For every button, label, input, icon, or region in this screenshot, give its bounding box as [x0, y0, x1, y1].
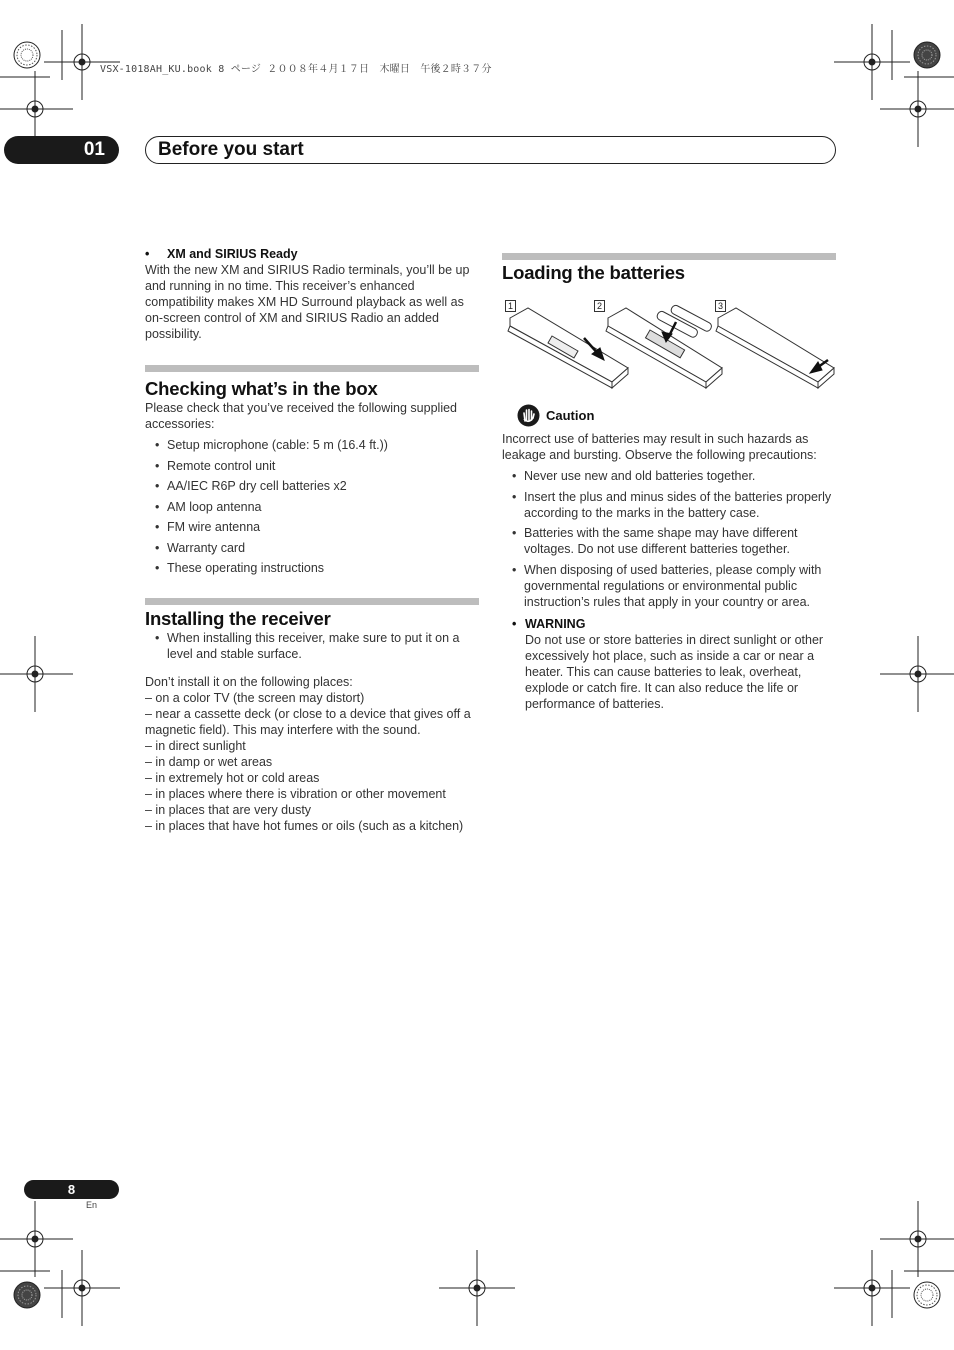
- list-item: • Remote control unit: [145, 458, 479, 474]
- crosshair-mark: [834, 24, 910, 100]
- xm-heading-text: XM and SIRIUS Ready: [167, 247, 298, 261]
- warning-label: WARNING: [525, 616, 586, 631]
- right-column: [502, 431, 840, 712]
- list-item: • AM loop antenna: [145, 499, 479, 515]
- print-header: VSX-1018AH_KU.book 8 ページ ２００８年４月１７日 木曜日 午後２時３７分: [100, 64, 492, 75]
- crosshair-mark: [880, 636, 954, 712]
- caution-intro: Incorrect use of batteries may result in such hazards as leakage and bursting. Observe the following precautions:: [502, 432, 817, 462]
- accessory-list: [145, 437, 479, 576]
- place-item: – in places where there is vibration or other movement: [145, 787, 446, 801]
- chapter-title-text: Before you start: [158, 139, 304, 160]
- crosshair-mark: [834, 1250, 910, 1326]
- warning-text: Do not use or store batteries in direct sunlight or other excessively hot place, such as inside a car or near a heater. This can cause batteries to leak, overheat, explode or catch fire. It can also reduce the life or performance of batteries.: [525, 632, 824, 711]
- place-item: – in extremely hot or cold areas: [145, 771, 320, 785]
- list-item: • These operating instructions: [145, 560, 479, 576]
- rosette-mark: [914, 1282, 940, 1308]
- rosette-mark: [14, 1282, 40, 1308]
- list-item: • Batteries with the same shape may have different voltages. Do not use different batteries together.: [502, 525, 840, 557]
- chapter-number: 01: [4, 136, 119, 164]
- list-item: • Warranty card: [145, 540, 479, 556]
- install-places: [145, 690, 479, 834]
- place-item: – in places that are very dusty: [145, 803, 312, 817]
- step-number: 1: [505, 300, 516, 312]
- rosette-mark: [914, 42, 940, 68]
- precaution-list: [502, 468, 840, 610]
- page-language: En: [86, 1200, 98, 1210]
- crosshair-mark: [880, 71, 954, 147]
- step-number: 3: [715, 300, 726, 312]
- caution-heading: [517, 404, 594, 427]
- left-column: [145, 246, 479, 834]
- warning-heading: [502, 616, 840, 632]
- box-intro: Please check that you’ve received the following supplied accessories:: [145, 401, 457, 431]
- caution-label: Caution: [546, 408, 595, 423]
- list-item: • When disposing of used batteries, please comply with governmental regulations or environmental public instruction’s rules that apply in your country or area.: [502, 562, 840, 610]
- place-item: – on a color TV (the screen may distort): [145, 691, 365, 705]
- place-item: – in damp or wet areas: [145, 755, 273, 769]
- list-item: • When installing this receiver, make sure to put it on a level and stable surface.: [145, 630, 479, 662]
- list-item: • Never use new and old batteries together.: [502, 468, 840, 484]
- section-divider: [145, 598, 479, 605]
- install-intro: Don’t install it on the following places:: [145, 675, 353, 689]
- xm-heading: [145, 246, 479, 262]
- crosshair-mark: [439, 1250, 515, 1326]
- batteries-title: Loading the batteries: [502, 262, 685, 283]
- crosshair-mark: [44, 1250, 120, 1326]
- install-bullet-list: [145, 630, 479, 662]
- list-item: • FM wire antenna: [145, 519, 479, 535]
- place-item: – near a cassette deck (or close to a device that gives off a magnetic field). This may interfere with the sound.: [145, 707, 471, 737]
- xm-body: With the new XM and SIRIUS Radio terminals, you’ll be up and running in no time. This receiver’s enhanced compatibility makes XM HD Surround playback as well as on-screen control of XM and SIRIUS Radio an added possibility.: [145, 263, 470, 341]
- rosette-mark: [14, 42, 40, 68]
- section-divider: [502, 253, 836, 260]
- section-divider: [145, 365, 479, 372]
- crosshair-mark: [0, 1201, 73, 1277]
- install-title: Installing the receiver: [145, 608, 331, 629]
- chapter-title: [145, 136, 836, 164]
- caution-hand-icon: [517, 404, 540, 427]
- bullet: •: [145, 247, 150, 261]
- list-item: • Setup microphone (cable: 5 m (16.4 ft.)): [145, 437, 479, 453]
- place-item: – in places that have hot fumes or oils (such as a kitchen): [145, 819, 464, 833]
- battery-illustration: [500, 296, 840, 390]
- step-number: 2: [594, 300, 605, 312]
- place-item: – in direct sunlight: [145, 739, 246, 753]
- list-item: • AA/IEC R6P dry cell batteries x2: [145, 478, 479, 494]
- crosshair-mark: [880, 1201, 954, 1277]
- box-title: Checking what’s in the box: [145, 378, 378, 399]
- list-item: • Insert the plus and minus sides of the batteries properly according to the marks in the battery case.: [502, 489, 840, 521]
- crosshair-mark: [0, 636, 73, 712]
- page-number: 8: [24, 1180, 119, 1199]
